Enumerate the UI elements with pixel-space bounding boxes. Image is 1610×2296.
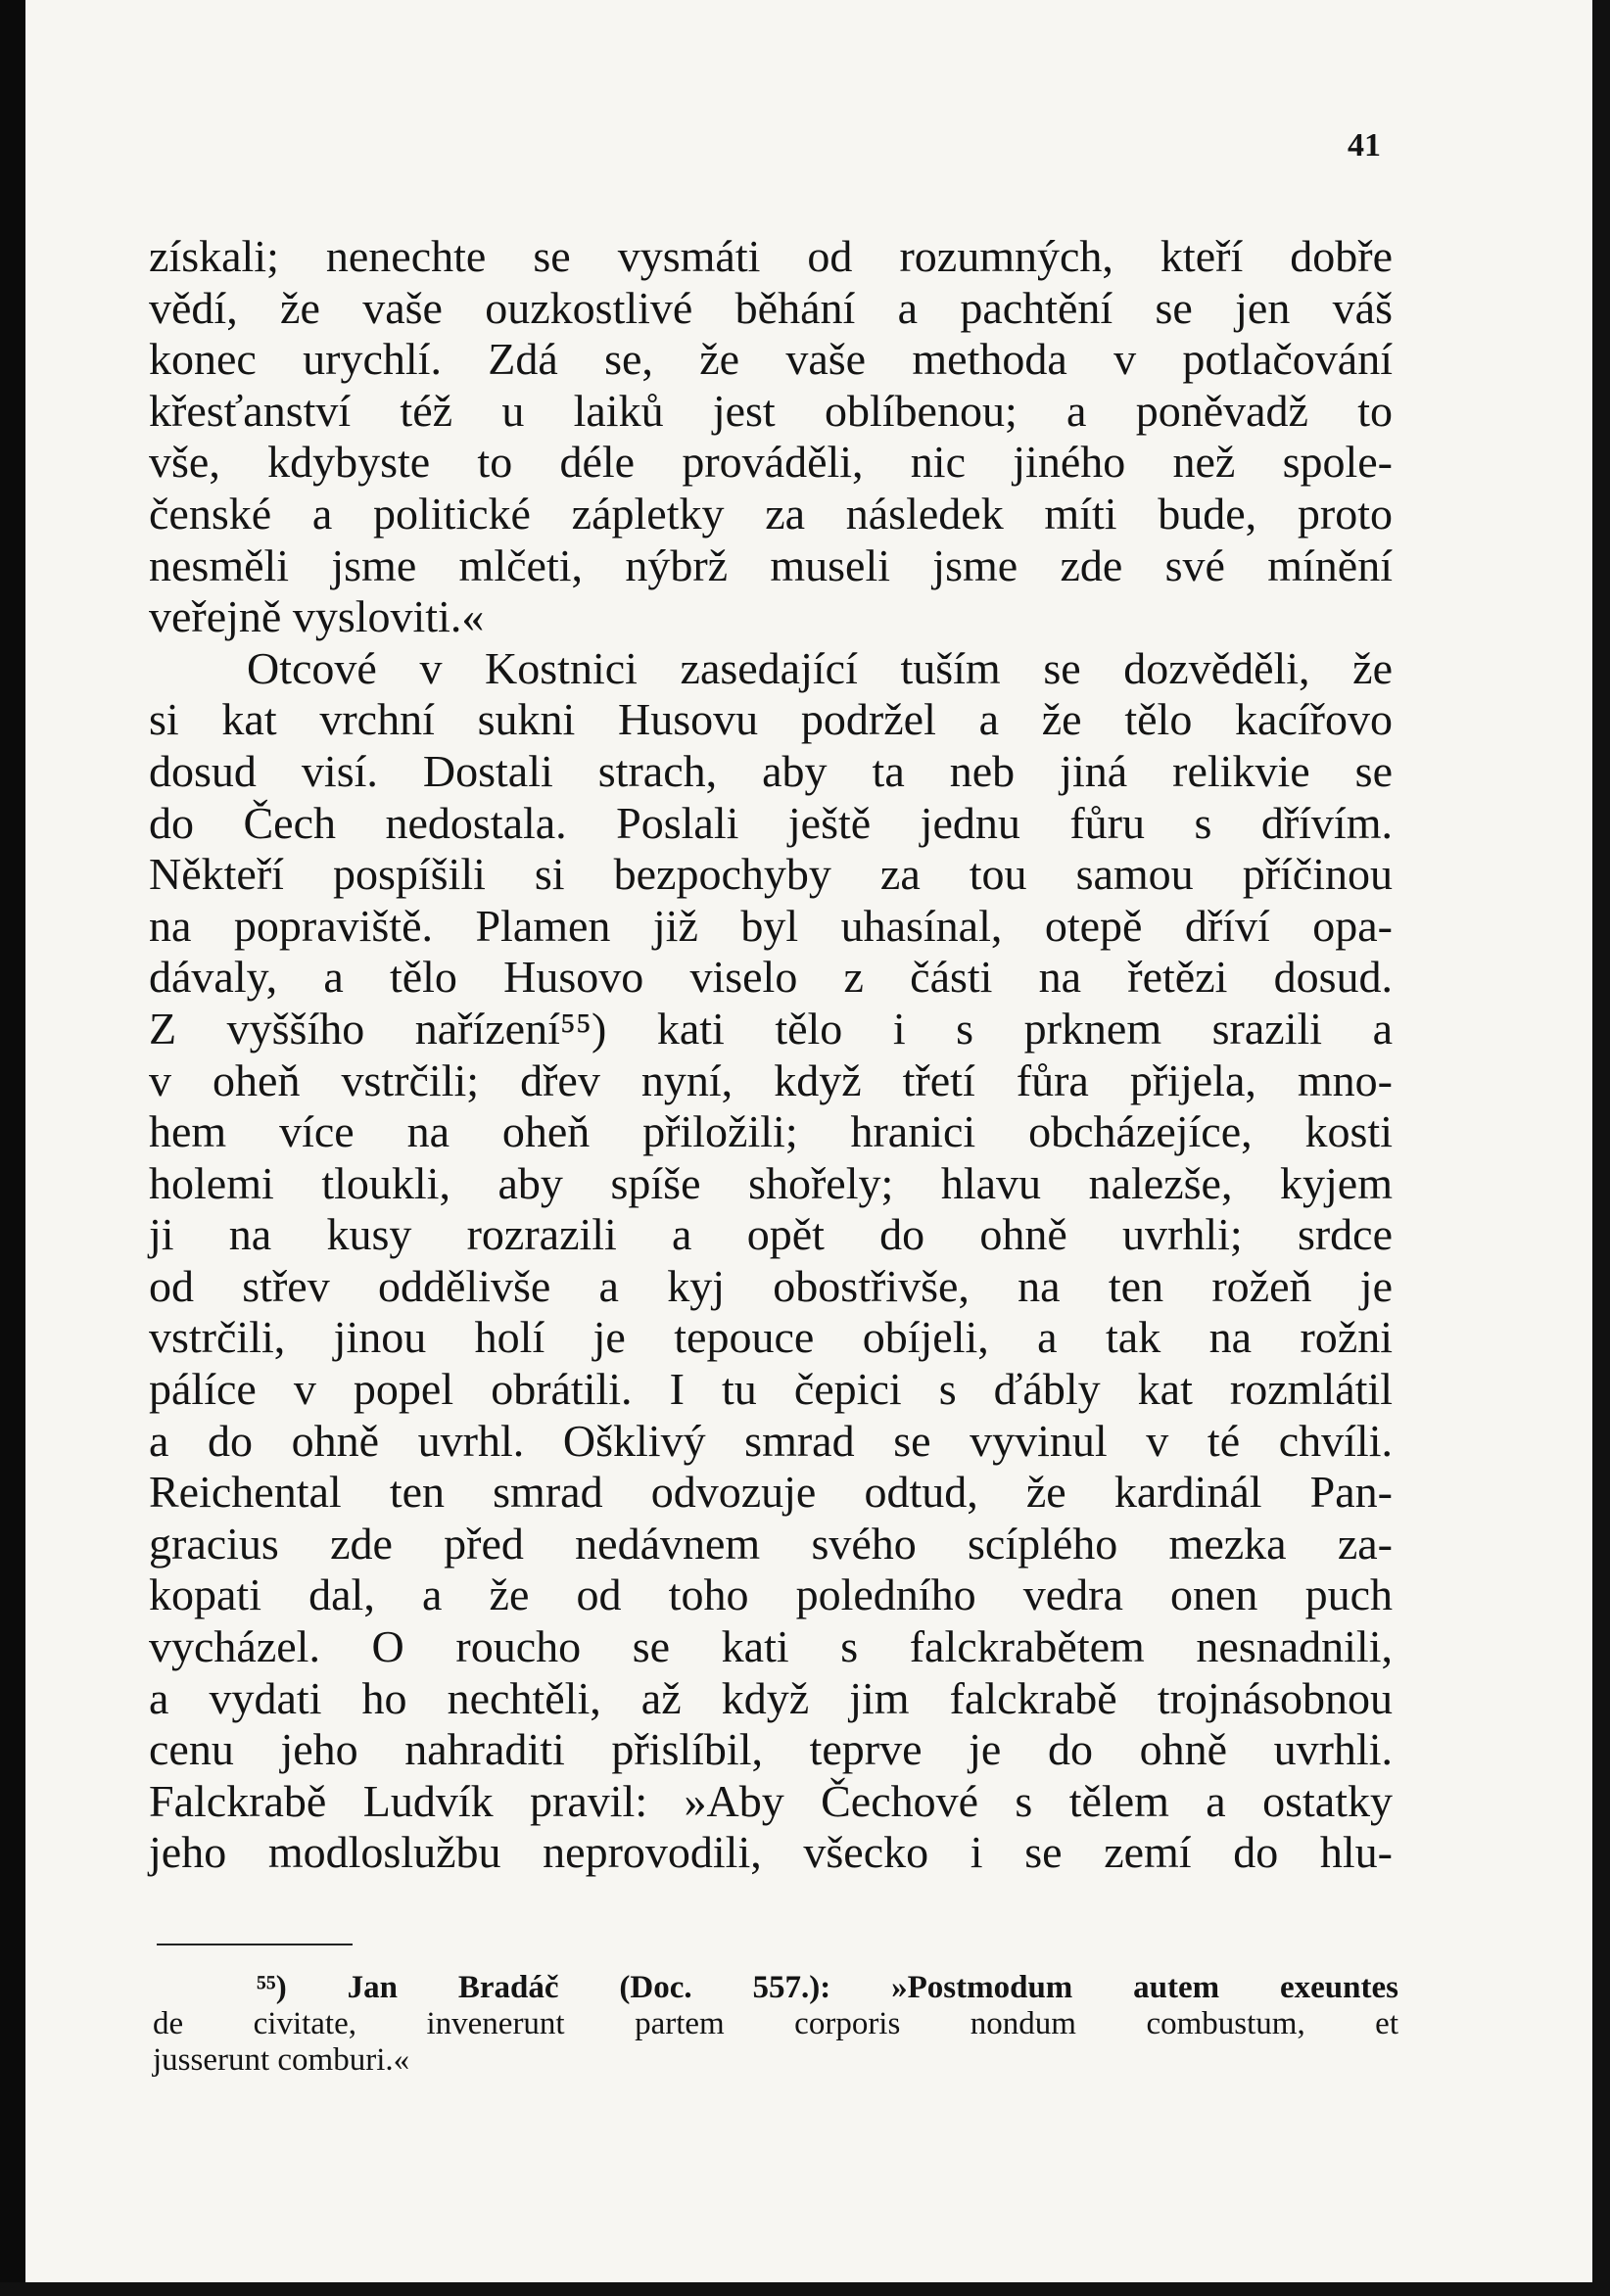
text-line: vstrčili, jinou holí je tepouce obíjeli, a tak na rožni: [149, 1312, 1393, 1363]
text-line: konec urychlí. Zdá se, že vaše methoda v potlačování: [149, 334, 1393, 385]
text-line: nesměli jsme mlčeti, nýbrž museli jsme zde své mínění: [149, 539, 1393, 590]
footnote-line: de civitate, invenerunt partem corporis nondum combustum, et: [153, 2006, 1398, 2041]
footnotes: [153, 1970, 1398, 2079]
text-line: do Čech nedostala. Poslali ještě jednu fůru s dřívím.: [149, 797, 1393, 848]
text-line: kopati dal, a že od toho poledního vedra onen puch: [149, 1570, 1393, 1620]
text-line: na popraviště. Plamen již byl uhasínal, otepě dříví opa-: [149, 900, 1393, 951]
text-line: vycházel. O roucho se kati s falckrabětem nesnadnili,: [149, 1621, 1393, 1672]
text-line: vše, kdybyste to déle prováděli, nic jiného než spole-: [149, 437, 1393, 488]
page-number: 41: [1348, 127, 1381, 164]
text-line: od střev oddělivše a kyj obostřivše, na ten rožeň je: [149, 1260, 1393, 1311]
text-line: hem více na oheň přiložili; hranici obcházejíce, kosti: [149, 1106, 1393, 1157]
footnote-line: jusserunt comburi.«: [153, 2042, 410, 2078]
text-line: dávaly, a tělo Husovo viselo z části na řetězi dosud.: [149, 952, 1393, 1003]
text-line: ji na kusy rozrazili a opět do ohně uvrhli; srdce: [149, 1209, 1393, 1260]
scan-right-edge: [1592, 0, 1610, 2296]
text-line: gracius zde před nedávnem svého scíplého mezka za-: [149, 1518, 1393, 1569]
text-line: a do ohně uvrhl. Ošklivý smrad se vyvinul v té chvíli.: [149, 1415, 1393, 1466]
text-line: cenu jeho nahraditi přislíbil, teprve je do ohně uvrhli.: [149, 1724, 1393, 1775]
text-line: jeho modloslužbu neprovodili, všecko i se zemí do hlu-: [149, 1827, 1393, 1878]
text-line: v oheň vstrčili; dřev nyní, když třetí fůra přijela, mno-: [149, 1054, 1393, 1105]
text-line: holemi tloukli, aby spíše shořely; hlavu nalezše, kyjem: [149, 1157, 1393, 1208]
footnote-divider: [157, 1944, 353, 1945]
text-line: a vydati ho nechtěli, až když jim falckrabě trojnásobnou: [149, 1672, 1393, 1723]
text-line: Někteří pospíšili si bezpochyby za tou samou příčinou: [149, 849, 1393, 900]
text-line: si kat vrchní sukni Husovu podržel a že tělo kacířovo: [149, 694, 1393, 745]
text-line: veřejně vysloviti.«: [149, 591, 485, 642]
scan-left-edge: [0, 0, 25, 2296]
text-line: vědí, že vaše ouzkostlivé běhání a pachtění se jen váš: [149, 282, 1393, 333]
text-line: čenské a politické zápletky za následek míti bude, proto: [149, 488, 1393, 539]
text-line: Otcové v Kostnici zasedající tuším se dozvěděli, že: [247, 642, 1393, 693]
text-line: Falckrabě Ludvík pravil: »Aby Čechové s tělem a ostatky: [149, 1775, 1393, 1826]
text-line: Z vyššího nařízení⁵⁵) kati tělo i s prknem srazili a: [149, 1003, 1393, 1054]
text-line: dosud visí. Dostali strach, aby ta neb jiná relikvie se: [149, 745, 1393, 796]
text-line: křesťanství též u laiků jest oblíbenou; a poněvadž to: [149, 385, 1393, 436]
footnote-line: ⁵⁵) Jan Bradáč (Doc. 557.): »Postmodum autem exeuntes: [257, 1970, 1398, 2005]
scan-bottom-edge: [0, 2282, 1610, 2296]
text-line: získali; nenechte se vysmáti od rozumných, kteří dobře: [149, 231, 1393, 281]
text-line: pálíce v popel obrátili. I tu čepici s ďábly kat rozmlátil: [149, 1364, 1393, 1415]
text-line: Reichental ten smrad odvozuje odtud, že kardinál Pan-: [149, 1467, 1393, 1518]
body-text: [149, 231, 1393, 1879]
